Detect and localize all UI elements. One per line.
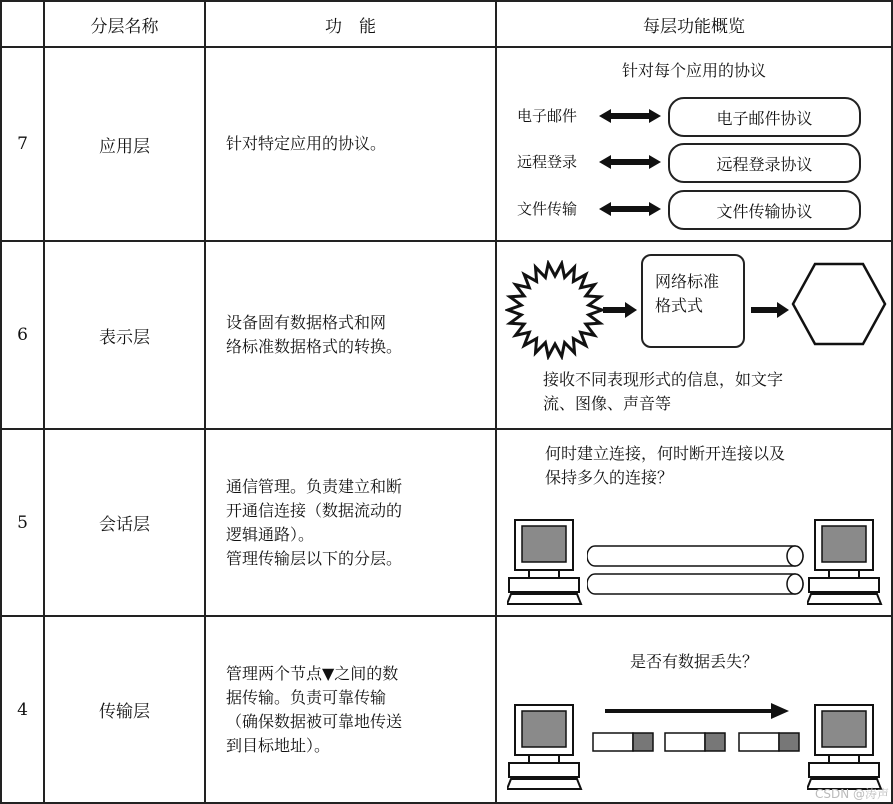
function-line: 络标准数据格式的转换。 — [226, 337, 403, 356]
layer-name: 传输层 — [99, 702, 150, 722]
function-line: 管理传输层以下的分层。 — [226, 548, 403, 568]
layer-function — [206, 242, 495, 428]
caption-line: 何时建立连接，何时断开连接以及 — [545, 444, 786, 463]
function-line: 据传输。负责可靠传输 — [226, 687, 387, 707]
protocol-remote-login: 远程登录协议 — [668, 143, 861, 183]
overview-title: 针对每个应用的协议 — [621, 61, 766, 80]
app-label-remote-login: 远程登录 — [517, 153, 578, 171]
layer-name: 会话层 — [99, 515, 150, 535]
computer-right-icon — [807, 703, 887, 793]
session-caption — [545, 442, 785, 490]
caption-line: 保持多久的连接？ — [545, 468, 674, 487]
layer-function — [206, 430, 495, 615]
app-label-file-transfer: 文件传输 — [517, 200, 578, 218]
function-line: 逻辑通路）。 — [226, 524, 315, 544]
layer-number: 7 — [17, 134, 28, 154]
application-layer-overview — [497, 48, 891, 240]
double-arrow-icon — [597, 199, 663, 219]
function-line: 到目标地址）。 — [226, 735, 331, 755]
box-line: 网络标准 — [655, 272, 720, 291]
arrow-right-icon — [751, 300, 791, 320]
data-packets — [591, 731, 803, 753]
arrow-right-icon — [603, 300, 639, 320]
layer-name: 应用层 — [99, 136, 150, 157]
layer-number: 4 — [17, 699, 28, 720]
double-arrow-icon — [597, 152, 663, 172]
watermark: CSDN @涛声 — [814, 787, 889, 801]
header-overview: 每层功能概览 — [643, 16, 745, 37]
computer-left-icon — [507, 518, 587, 608]
hexagon-icon — [791, 262, 887, 346]
packet-icon — [593, 733, 653, 751]
presentation-caption — [543, 368, 783, 416]
caption-line: 接收不同表现形式的信息，如文字 — [543, 370, 784, 389]
function-line: 通信管理。负责建立和断 — [226, 476, 403, 496]
network-standard-format-box — [641, 254, 745, 348]
caption-line: 流、图像、声音等 — [543, 394, 672, 413]
transport-caption: 是否有数据丢失？ — [629, 652, 758, 671]
layer-number: 5 — [17, 512, 28, 533]
function-line: （确保数据被可靠地传送 — [226, 711, 403, 731]
layer-function — [206, 617, 495, 802]
function-line: 管理两个节点▼之间的数 — [226, 663, 399, 683]
double-arrow-icon — [597, 106, 663, 126]
function-line: 开通信连接（数据流动的 — [226, 500, 403, 520]
protocol-email: 电子邮件协议 — [668, 97, 861, 137]
packet-icon — [665, 733, 725, 751]
computer-left-icon — [507, 703, 587, 793]
app-label-email: 电子邮件 — [517, 107, 578, 125]
function-line: 设备固有数据格式和网 — [226, 313, 387, 332]
layer-name: 表示层 — [99, 327, 150, 348]
session-layer-overview — [497, 430, 891, 615]
transport-layer-overview — [497, 617, 891, 802]
header-function: 功 能 — [325, 16, 376, 37]
header-layer-name: 分层名称 — [90, 16, 159, 37]
protocol-file-transfer: 文件传输协议 — [668, 190, 861, 230]
presentation-layer-overview — [497, 242, 891, 428]
layer-number: 6 — [17, 325, 28, 345]
computer-right-icon — [807, 518, 887, 608]
starburst-icon — [505, 260, 605, 360]
box-line: 格式式 — [655, 296, 704, 315]
packet-icon — [739, 733, 799, 751]
arrow-right-icon — [605, 701, 791, 721]
connection-pipes — [587, 544, 807, 600]
function-line: 针对特定应用的协议。 — [226, 134, 387, 153]
layer-function — [206, 48, 495, 240]
